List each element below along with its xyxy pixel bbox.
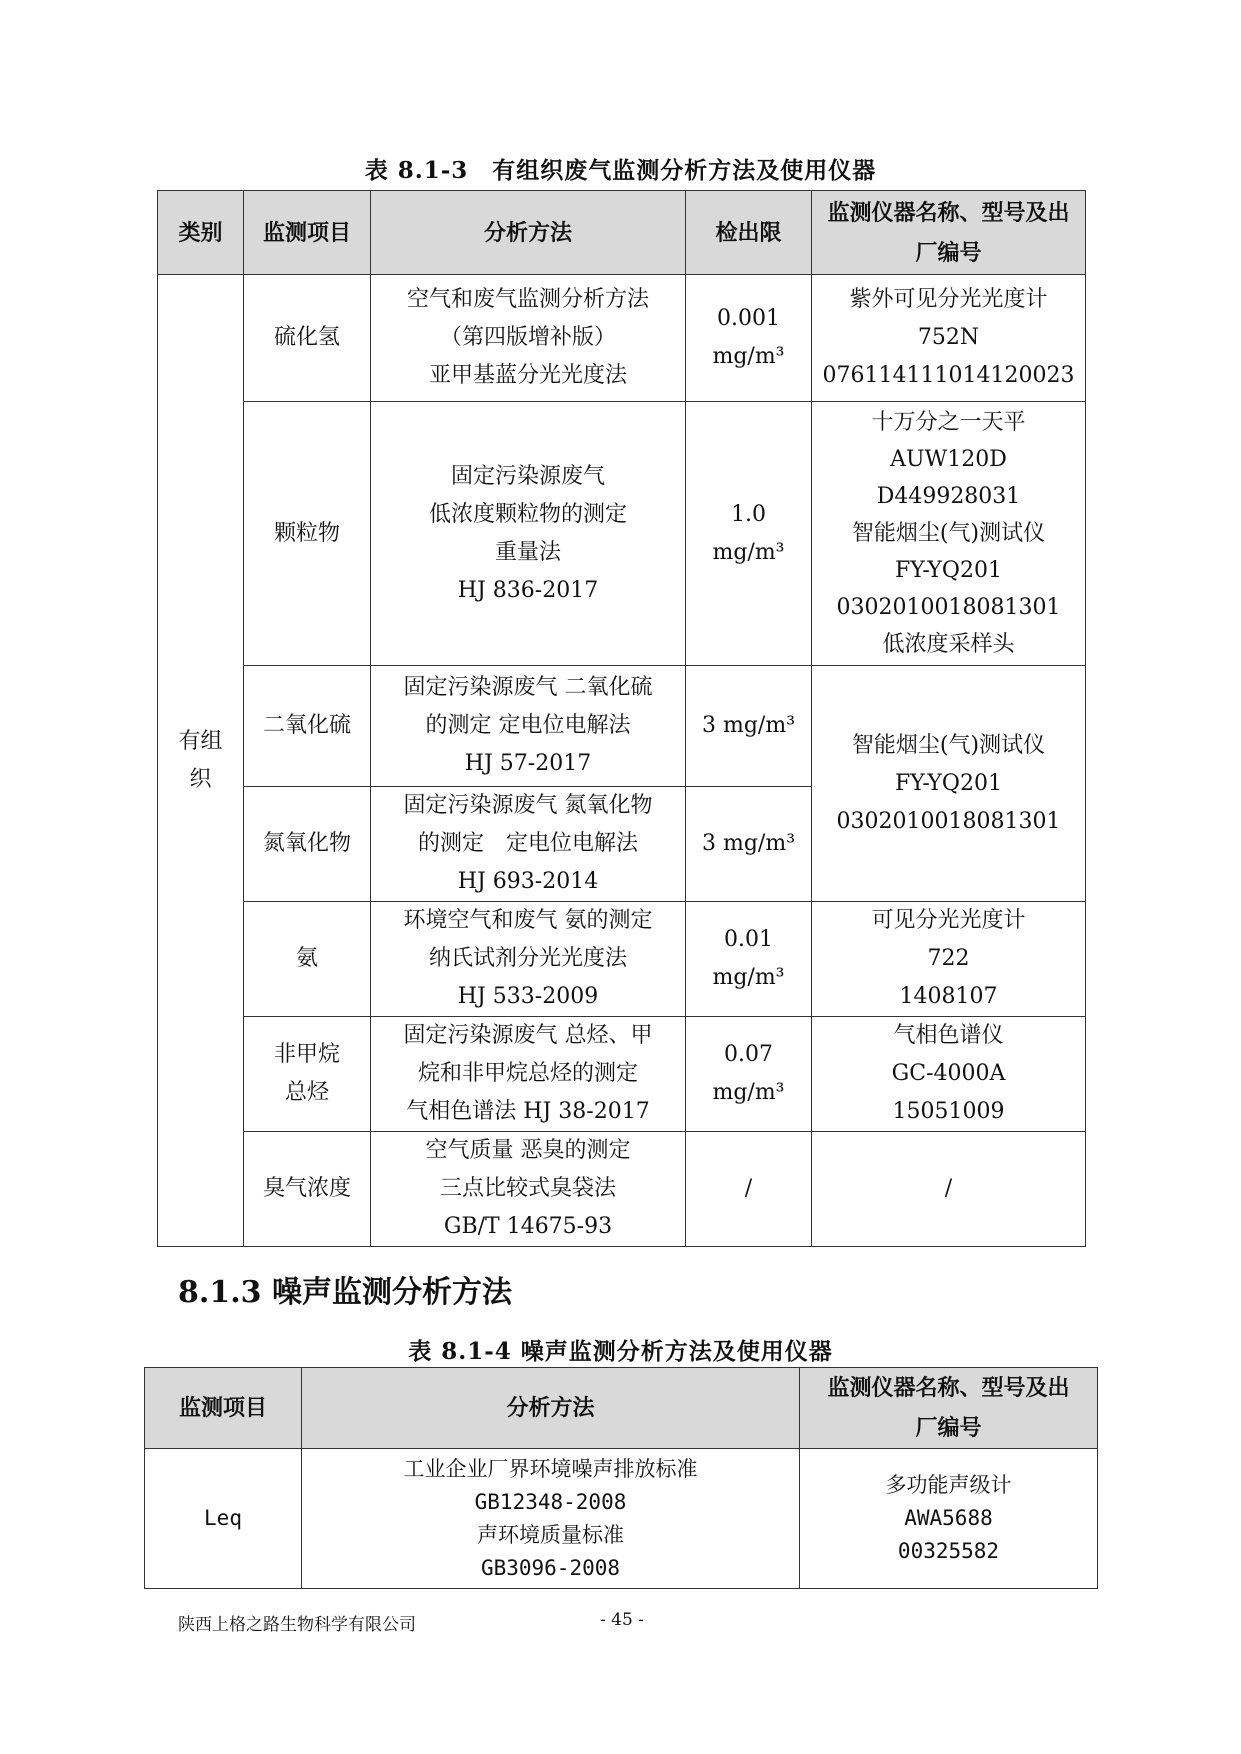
section-heading: 8.1.3 噪声监测分析方法: [178, 1275, 512, 1310]
noise-table: [144, 1367, 1098, 1589]
method-cell: 固定污染源废气 低浓度颗粒物的测定 重量法 HJ 836-2017: [371, 402, 686, 666]
instrument-cell: 紫外可见分光光度计 752N 076114111014120023: [812, 275, 1086, 402]
method-cell: 环境空气和废气 氨的测定 纳氏试剂分光光度法 HJ 533-2009: [371, 902, 686, 1017]
header-method: 分析方法: [302, 1368, 800, 1449]
limit-cell: 0.07 mg/m³: [686, 1017, 812, 1132]
header-method: 分析方法: [371, 191, 686, 275]
instrument-cell: 多功能声级计 AWA5688 00325582: [800, 1449, 1098, 1589]
instrument-cell: 十万分之一天平 AUW120D D449928031 智能烟尘(气)测试仪 FY-YQ201 0302010018081301 低浓度采样头: [812, 402, 1086, 666]
table2-title: 表 8.1-4 噪声监测分析方法及使用仪器: [408, 1338, 833, 1365]
instrument-cell: 气相色谱仪 GC-4000A 15051009: [812, 1017, 1086, 1132]
header-item: 监测项目: [145, 1368, 302, 1449]
method-cell: 空气质量 恶臭的测定 三点比较式臭袋法 GB/T 14675-93: [371, 1132, 686, 1247]
item-cell: Leq: [145, 1449, 302, 1589]
limit-cell: 0.001 mg/m³: [686, 275, 812, 402]
method-cell: 固定污染源废气 总烃、甲 烷和非甲烷总烃的测定 气相色谱法 HJ 38-2017: [371, 1017, 686, 1132]
shared-instrument-cell: 智能烟尘(气)测试仪 FY-YQ201 0302010018081301: [812, 666, 1086, 902]
header-item: 监测项目: [244, 191, 371, 275]
item-cell: 氨: [244, 902, 371, 1017]
instrument-cell: /: [812, 1132, 1086, 1247]
header-instrument: 监测仪器名称、型号及出厂编号: [812, 191, 1086, 275]
instrument-cell: 可见分光光度计 722 1408107: [812, 902, 1086, 1017]
organized-exhaust-table: [157, 190, 1086, 1247]
item-cell: 硫化氢: [244, 275, 371, 402]
limit-cell: 0.01 mg/m³: [686, 902, 812, 1017]
item-cell: 颗粒物: [244, 402, 371, 666]
item-cell: 氮氧化物: [244, 787, 371, 902]
method-cell: 固定污染源废气 氮氧化物 的测定 定电位电解法 HJ 693-2014: [371, 787, 686, 902]
footer-page-number: - 45 -: [600, 1610, 644, 1630]
limit-cell: 1.0 mg/m³: [686, 402, 812, 666]
header-category: 类别: [158, 191, 244, 275]
category-cell: 有组织: [158, 275, 244, 1247]
method-cell: 空气和废气监测分析方法 （第四版增补版） 亚甲基蓝分光光度法: [371, 275, 686, 402]
method-cell: 工业企业厂界环境噪声排放标准 GB12348-2008 声环境质量标准 GB3096-2008: [302, 1449, 800, 1589]
header-limit: 检出限: [686, 191, 812, 275]
table1-title: 表 8.1-3 有组织废气监测分析方法及使用仪器: [364, 157, 877, 184]
method-cell: 固定污染源废气 二氧化硫 的测定 定电位电解法 HJ 57-2017: [371, 666, 686, 787]
item-cell: 非甲烷 总烃: [244, 1017, 371, 1132]
item-cell: 二氧化硫: [244, 666, 371, 787]
limit-cell: /: [686, 1132, 812, 1247]
header-instrument: 监测仪器名称、型号及出厂编号: [800, 1368, 1098, 1449]
limit-cell: 3 mg/m³: [686, 666, 812, 787]
item-cell: 臭气浓度: [244, 1132, 371, 1247]
limit-cell: 3 mg/m³: [686, 787, 812, 902]
footer-company: 陕西上格之路生物科学有限公司: [178, 1615, 416, 1635]
